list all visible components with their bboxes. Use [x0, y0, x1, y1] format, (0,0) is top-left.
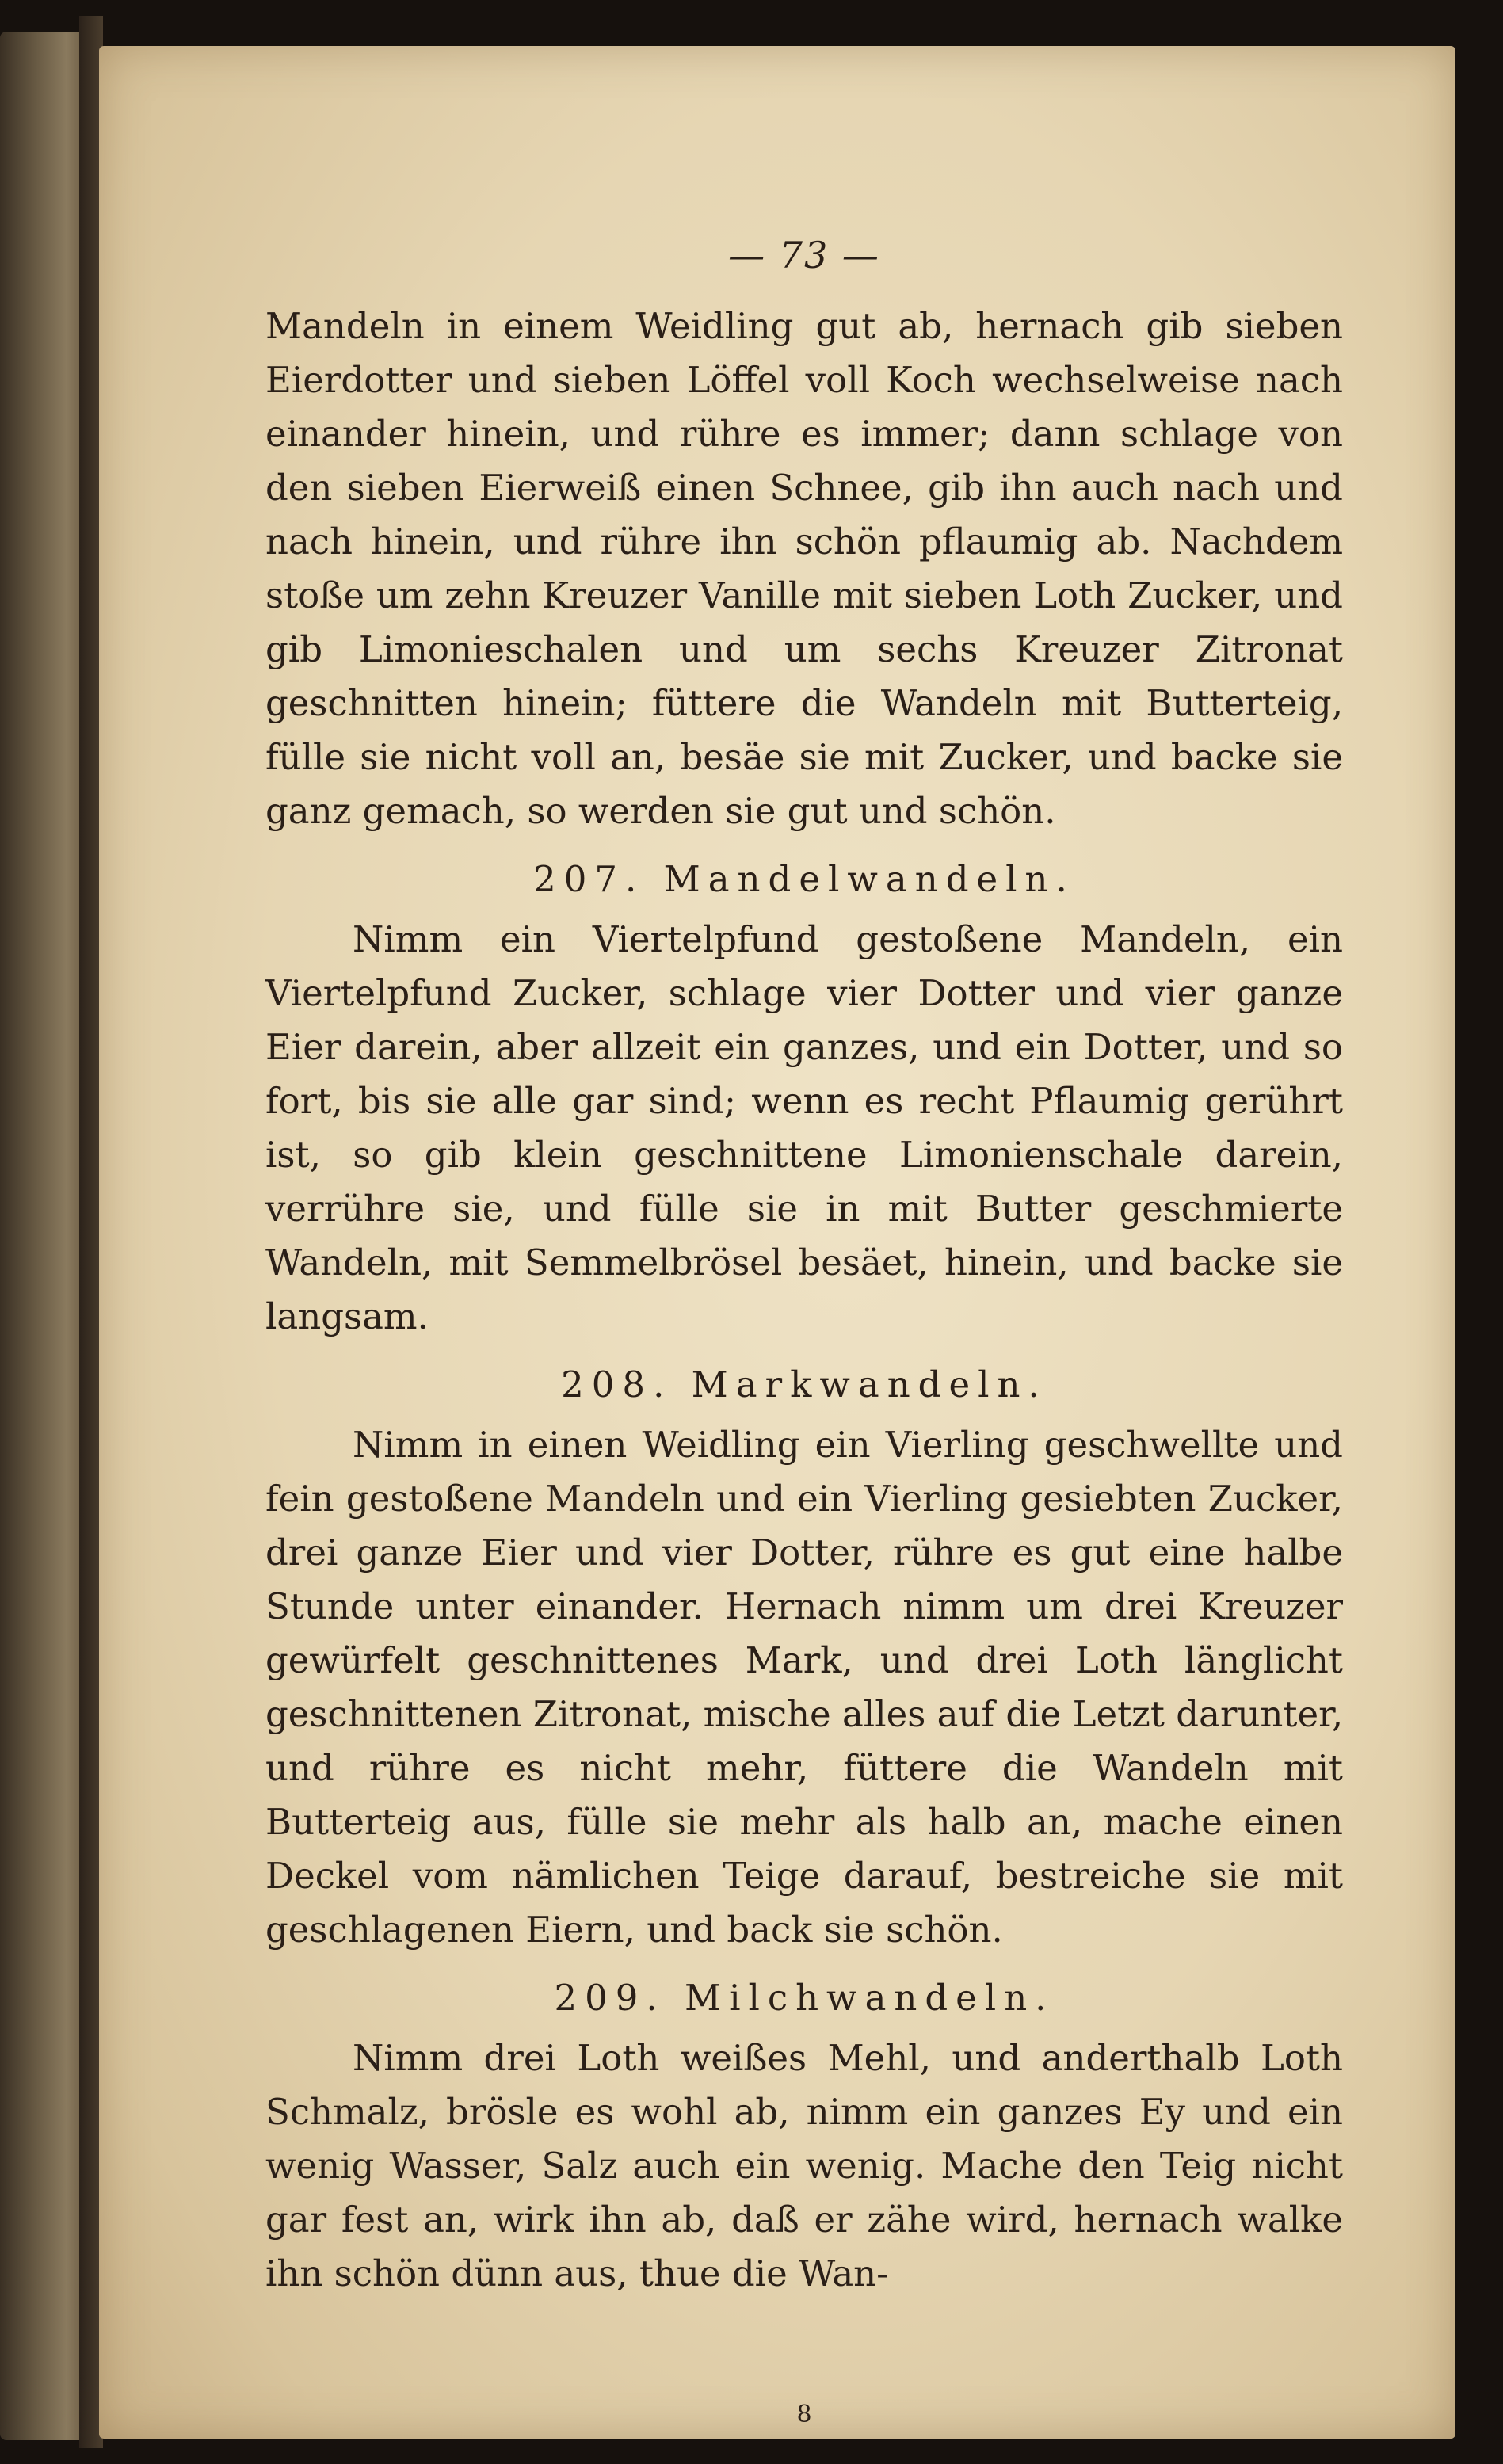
recipe-text-208: Nimm in einen Weidling ein Vierling geschwellte und fein gestoßene Mandeln und ein Vierling gesiebten Zucker, drei ganze Eier und vier Dotter, rühre es gut eine halbe Stunde unter einander. Hernach nimm um drei Kreuzer gewürfelt geschnittenes Mark, und drei Loth länglicht geschnittenen Zitronat, mische alles auf die Letzt darunter, und rühre es nicht mehr, füttere die Wandeln mit Butterteig aus, fülle sie mehr als halb an, mache einen Deckel vom nämlichen Teige darauf, bestreiche sie mit geschlagenen Eiern, und back sie schön.	[265, 1424, 1343, 1951]
recipe-heading-209: 209. Milchwandeln.	[554, 1977, 1055, 2019]
recipe-heading-208: 208. Markwandeln.	[561, 1364, 1047, 1406]
signature-mark: 8	[796, 2401, 812, 2428]
continued-paragraph: Mandeln in einem Weidling gut ab, hernach gib sieben Eierdotter und sieben Löffel voll Koch wechselweise nach einander hinein, und rühre es immer; dann schlage von den sieben Eierweiß einen Schnee, gib ihn auch nach und nach hinein, und rühre ihn schön pflaumig ab. Nachdem stoße um zehn Kreuzer Vanille mit sieben Loth Zucker, und gib Limonieschalen und um sechs Kreuzer Zitronat geschnitten hinein; füttere die Wandeln mit Butterteig, fülle sie nicht voll an, besäe sie mit Zucker, und backe sie ganz gemach, so werden sie gut und schön.	[265, 305, 1343, 832]
recipe-text-207: Nimm ein Viertelpfund gestoßene Mandeln, ein Viertelpfund Zucker, schlage vier Dotter und vier ganze Eier darein, aber allzeit ein ganzes, und ein Dotter, und so fort, bis sie alle gar sind; wenn es recht Pflaumig gerührt ist, so gib klein geschnittene Limonienschale darein, verrühre sie, und fülle sie in mit Butter geschmierte Wandeln, mit Semmelbrösel besäet, hinein, und backe sie langsam.	[265, 918, 1343, 1337]
recipe-heading-207: 207. Mandelwandeln.	[533, 858, 1075, 900]
book-page	[99, 46, 1455, 2439]
page-number: — 73 —	[728, 234, 880, 277]
recipe-text-209: Nimm drei Loth weißes Mehl, und anderthalb Loth Schmalz, brösle es wohl ab, nimm ein ganzes Ey und ein wenig Wasser, Salz auch ein wenig. Mache den Teig nicht gar fest an, wirk ihn ab, daß er zähe wird, hernach walke ihn schön dünn aus, thue die Wan-	[265, 2037, 1343, 2294]
text-block	[265, 228, 1343, 2442]
